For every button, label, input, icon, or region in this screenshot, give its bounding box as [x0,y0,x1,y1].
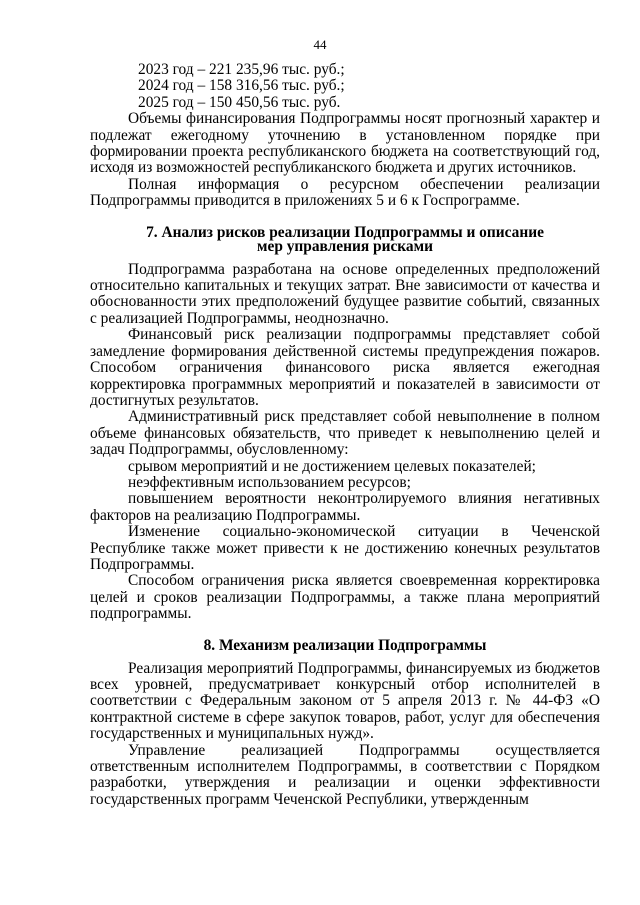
paragraph-assumptions: Подпрограмма разработана на основе определенных предположений относительно капитальных и текущих затрат. Вне зависимости от качества и обоснованности этих предположений будущее развитие событий, связанных с реализацией Подпрограммы, неоднозначно. [90,260,600,327]
list-item-uncontrolled-factors: повышением вероятности неконтролируемого влияния негативных факторов на реализацию Подпрограммы. [90,490,600,524]
paragraph-financial-risk: Финансовый риск реализации подпрограммы представляет собой замедление формирования действенной системы предупреждения пожаров. Способом ограничения финансового риска является ежегодная корректировка программных мероприятий и показателей в зависимости от достигнутых результатов. [90,326,600,409]
financing-line-2024: 2024 год – 158 316,56 тыс. руб.; [138,77,345,95]
section-7-heading [90,223,600,255]
section-7-title-line1: 7. Анализ рисков реализации Подпрограммы и описание [146,223,544,241]
paragraph-resource-info: Полная информация о ресурсном обеспечении реализации Подпрограммы приводится в приложениях 5 и 6 к Госпрограмме. [90,175,600,210]
paragraph-socioeconomic-change: Изменение социально-экономической ситуации в Чеченской Республике также может привести к не достижению конечных результатов Подпрограммы. [90,523,600,573]
list-item-disruption: срывом мероприятий и не достижением целевых показателей; [128,457,536,475]
paragraph-risk-mitigation: Способом ограничения риска является своевременная корректировка целей и сроков реализации Подпрограммы, а также плана мероприятий подпрограммы. [90,572,600,623]
document-body [90,62,600,808]
financing-line-2023: 2023 год – 221 235,96 тыс. руб.; [138,61,345,78]
paragraph-implementation: Реализация мероприятий Подпрограммы, финансируемых из бюджетов всех уровней, предусматривает конкурсный отбор исполнителей в соответствии с Федеральным законом от 5 апреля 2013 г. № 44-ФЗ «О контрактной системе в сфере закупок товаров, работ, услуг для обеспечения государственных и муниципальных нужд». [90,659,600,743]
paragraph-administrative-risk: Административный риск представляет собой невыполнение в полном объеме финансовых обязательств, что приведет к невыполнению целей и задач Подпрограммы, обусловленному: [90,408,600,459]
section-8-heading: 8. Механизм реализации Подпрограммы [203,636,487,654]
list-item-inefficiency: неэффективным использованием ресурсов; [128,473,411,491]
paragraph-management: Управление реализацией Подпрограммы осуществляется ответственным исполнителем Подпрограммы, в соответствии с Порядком разработки, утверждения и реализации и оценки эффективности государственных программ Чеченской Республики, утвержденным [90,741,600,808]
section-7-title-line2: мер управления рисками [257,237,433,255]
page-number: 44 [313,37,327,52]
paragraph-financing-volumes: Объемы финансирования Подпрограммы носят прогнозный характер и подлежат ежегодному уточнению в установленном порядке при формировании проекта республиканского бюджета на соответствующий год, исходя из возможностей республиканского бюджета и других источников. [90,110,600,177]
financing-line-2025: 2025 год – 150 450,56 тыс. руб. [138,93,341,111]
